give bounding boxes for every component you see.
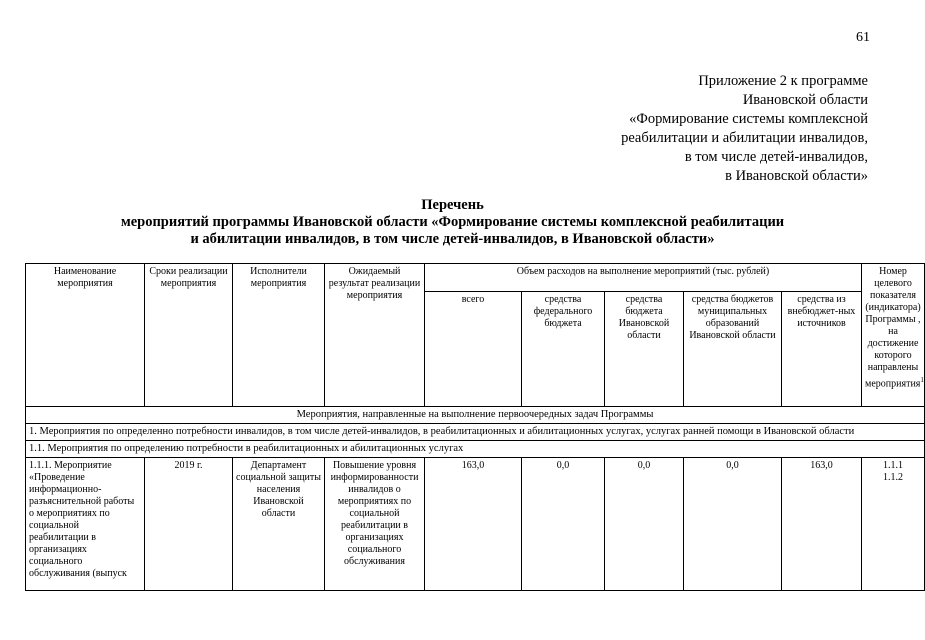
row-result: Повышение уровня информированности инвалидов о мероприятиях по социальной реабилитации в организациях социального обслуживания — [325, 458, 425, 591]
appendix-block — [538, 72, 868, 186]
title-line: мероприятий программы Ивановской области «Формирование системы комплексной реабилитации — [120, 214, 785, 230]
header-indicator: Номер целевого показателя (индикатора) Программы , на достижение которого направлены мероприятия$^1$ — [862, 264, 925, 407]
group-row — [26, 424, 925, 441]
appendix-line: «Формирование системы комплексной — [629, 111, 868, 127]
document-title — [0, 197, 905, 248]
row-regional: 0,0 — [605, 458, 684, 591]
header-regional: средства бюджета Ивановской области — [605, 292, 684, 407]
appendix-line: Приложение 2 к программе — [698, 73, 868, 89]
title-line: Перечень — [421, 197, 484, 213]
appendix-line: в том числе детей-инвалидов, — [684, 149, 868, 165]
row-executor: Департамент социальной защиты населения Ивановской области — [233, 458, 325, 591]
indicator-number: 1.1.1 — [883, 460, 903, 471]
header-terms: Сроки реализации мероприятия — [145, 264, 233, 407]
row-offbudget: 163,0 — [782, 458, 862, 591]
header-name: Наименование мероприятия — [26, 264, 145, 407]
header-result: Ожидаемый результат реализации мероприятия — [325, 264, 425, 407]
group-1-title: 1. Мероприятия по определенно потребности инвалидов, в том числе детей-инвалидов, в реабилитационных и абилитационных услугах, услугах ранней помощи в Ивановской области — [26, 424, 925, 441]
row-term: 2019 г. — [145, 458, 233, 591]
row-federal: 0,0 — [522, 458, 605, 591]
appendix-line: Ивановской области — [742, 92, 868, 108]
row-name: 1.1.1. Мероприятие «Проведение информационно-разъяснительной работы о мероприятиях по социальной реабилитации в организациях социального обслуживания (выпуск — [26, 458, 145, 591]
indicator-number: 1.1.2 — [883, 472, 903, 483]
header-offbudget: средства из внебюджет-ных источников — [782, 292, 862, 407]
header-federal: средства федерального бюджета — [522, 292, 605, 407]
section-title: Мероприятия, направленные на выполнение первоочередных задач Программы — [26, 407, 925, 424]
page-number: 61 — [856, 30, 870, 45]
row-municipal: 0,0 — [684, 458, 782, 591]
appendix-line: реабилитации и абилитации инвалидов, — [621, 130, 868, 146]
header-total: всего — [425, 292, 522, 407]
section-row — [26, 407, 925, 424]
header-expenses: Объем расходов на выполнение мероприятий (тыс. рублей) — [425, 264, 862, 292]
title-line: и абилитации инвалидов, в том числе детей-инвалидов, в Ивановской области» — [190, 231, 715, 247]
row-total: 163,0 — [425, 458, 522, 591]
row-indicators — [862, 458, 925, 591]
table-header-row — [26, 264, 925, 292]
header-municipal: средства бюджетов муниципальных образований Ивановской области — [684, 292, 782, 407]
table-row — [26, 458, 925, 591]
header-executors: Исполнители мероприятия — [233, 264, 325, 407]
group-1-1-title: 1.1. Мероприятия по определению потребности в реабилитационных и абилитационных услугах — [26, 441, 925, 458]
subgroup-row — [26, 441, 925, 458]
measures-table — [25, 263, 925, 591]
footnote-mark: 1 — [920, 376, 924, 384]
appendix-line: в Ивановской области» — [725, 168, 868, 184]
